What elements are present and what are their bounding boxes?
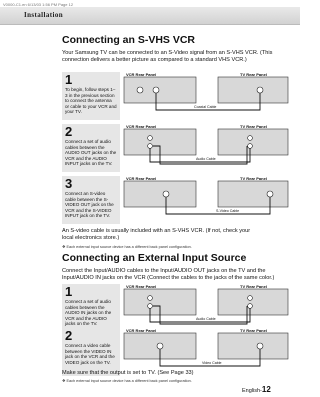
step-box (62, 284, 120, 332)
step-box (62, 328, 120, 376)
svhs-step-3 (62, 176, 290, 224)
page-number-value: 12 (261, 385, 271, 394)
step-text: To begin, follow steps 1–3 in the previous section to connect the antenna or cable to your VCR and your TV. (65, 87, 117, 115)
cable-label: Coaxial Cable (194, 105, 217, 109)
external-intro: Connect the Input/AUDIO cables to the Input/AUDIO OUT jacks on the TV and the Input/AUDIO IN jacks on the VCR (Connect the cables to the jacks of the same color.) (62, 268, 275, 282)
tv-panel-label: TV Rear Panel (240, 328, 267, 333)
cable-label: Video Cable (202, 361, 222, 365)
step-text: Connect a set of audio cables between the AUDIO IN jacks on the VCR and the AUDIO jacks on the TV. (65, 299, 112, 327)
step-number: 3 (65, 176, 73, 191)
step-number: 1 (65, 284, 73, 299)
svhs-step-1-diagram (120, 72, 290, 120)
step-box (62, 176, 120, 224)
section-label: Installation (24, 11, 64, 19)
svhs-intro: Your Samsung TV can be connected to an S-Video signal from an S-VHS VCR. (This connection delivers a better picture as compared to a standard VHS VCR.) (62, 50, 273, 64)
svhs-footnote: An S-video cable is usually included with an S-VHS VCR. (If not, check your local electronics store.) (62, 228, 251, 242)
vcr-panel-label: VCR Rear Panel (126, 124, 157, 129)
svhs-heading: Connecting an S-VHS VCR (62, 34, 196, 46)
step-number: 2 (65, 328, 73, 343)
cable-label: Audio Cable (196, 157, 216, 161)
tv-panel-label: TV Rear Panel (240, 284, 267, 289)
vcr-panel-label: VCR Rear Panel (126, 284, 157, 289)
external-step-1 (62, 284, 290, 332)
cable-label: Audio Cable (196, 317, 216, 321)
step-text: Connect a set of audio cables between the AUDIO OUT jacks on the VCR and the AUDIO INPUT jacks on the TV. (65, 139, 117, 167)
svhs-step-1 (62, 72, 290, 120)
svhs-step-2-diagram (120, 124, 290, 172)
step-box (62, 72, 120, 120)
external-step-2 (62, 328, 290, 376)
tv-panel-label: TV Rear Panel (240, 124, 267, 129)
step-text: Connect an S-video cable between the S-VIDEO OUT jack on the VCR and the S-VIDEO INPUT jack on the TV. (65, 191, 114, 219)
step-number: 1 (65, 72, 73, 87)
page-number (242, 385, 271, 394)
print-header: V0000-C1.en 6/13/03 1:56 PM Page 12 (3, 2, 74, 7)
step-box (62, 124, 120, 172)
svhs-small-note: ❖ Each external input source device has a different back panel configuration. (62, 245, 192, 249)
vcr-panel-label: VCR Rear Panel (126, 72, 157, 77)
vcr-panel-label: VCR Rear Panel (126, 328, 157, 333)
page-language: English- (242, 388, 262, 394)
external-heading: Connecting an External Input Source (62, 252, 247, 264)
svhs-step-3-diagram (120, 176, 290, 224)
tv-panel-label: TV Rear Panel (240, 176, 267, 181)
vcr-panel-label: VCR Rear Panel (126, 176, 157, 181)
external-small-note: ❖ Each external input source device has a different back panel configuration. (62, 379, 192, 383)
cable-label: S-Video Cable (216, 209, 240, 213)
step-number: 2 (65, 124, 73, 139)
external-footer-text: Make sure that the output is set to TV. (See Page 33) (62, 370, 194, 376)
step-text: Connect a video cable between the VIDEO IN jack on the VCR and the VIDEO jack on the TV. (65, 343, 115, 365)
svhs-step-2 (62, 124, 290, 172)
external-step-1-diagram (120, 284, 290, 332)
tv-panel-label: TV Rear Panel (240, 72, 267, 77)
external-step-2-diagram (120, 328, 290, 376)
